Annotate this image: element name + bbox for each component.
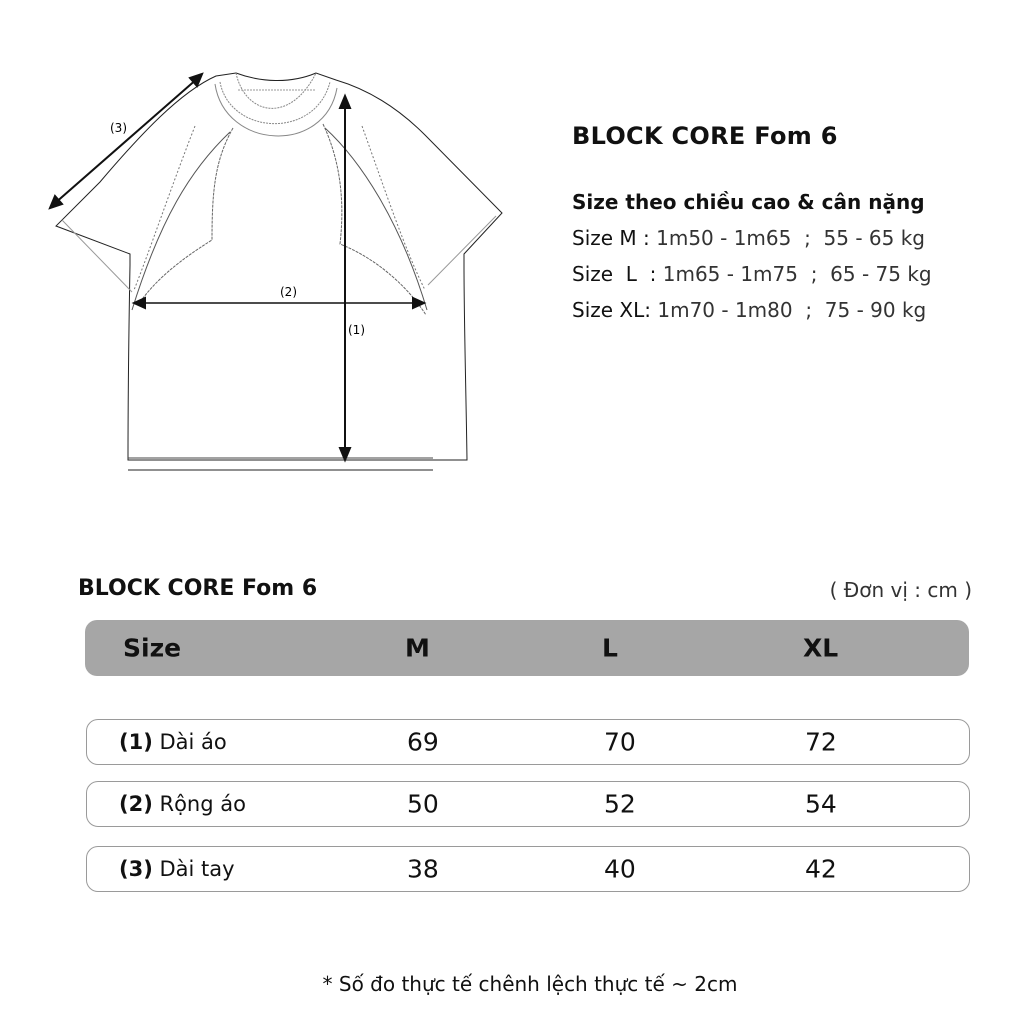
size-range-l [572,262,932,286]
size-range: 1m70 - 1m80 ; 75 - 90 kg [651,298,927,322]
size-range: 1m65 - 1m75 ; 65 - 75 kg [656,262,932,286]
header-l: L [602,633,618,663]
value-xl: 42 [805,854,837,884]
table-row [86,846,970,892]
value-m: 38 [407,854,439,884]
info-title: BLOCK CORE Fom 6 [572,122,838,150]
table-row [86,781,970,827]
size-range: 1m50 - 1m65 ; 55 - 65 kg [649,226,925,250]
chest-width-label: (2) [280,285,297,299]
header-size: Size [123,633,182,663]
value-l: 70 [604,727,636,757]
size-label: Size L : [572,262,657,286]
tshirt-outline-icon [40,60,520,480]
row-label: (1) Dài áo [119,730,227,754]
size-label: Size XL: [572,298,651,322]
value-xl: 72 [805,727,837,757]
row-label: (2) Rộng áo [119,792,246,816]
value-m: 50 [407,789,439,819]
header-m: M [405,633,430,663]
measurement-note: * Số đo thực tế chênh lệch thực tế ~ 2cm [322,972,738,996]
unit-label: ( Đơn vị : cm ) [829,578,972,602]
body-length-label: (1) [348,323,365,337]
sleeve-length-label: (3) [110,121,127,135]
value-l: 40 [604,854,636,884]
value-m: 69 [407,727,439,757]
size-label: Size M : [572,226,650,250]
value-l: 52 [604,789,636,819]
header-xl: XL [803,633,839,663]
table-row [86,719,970,765]
size-range-xl [572,298,932,322]
tshirt-measurement-diagram [40,60,520,480]
table-header [85,620,969,676]
info-subtitle: Size theo chiều cao & cân nặng [572,190,925,214]
size-guide-info [572,122,932,322]
value-xl: 54 [805,789,837,819]
table-title: BLOCK CORE Fom 6 [78,576,318,601]
size-range-m [572,226,932,250]
row-label: (3) Dài tay [119,857,235,881]
